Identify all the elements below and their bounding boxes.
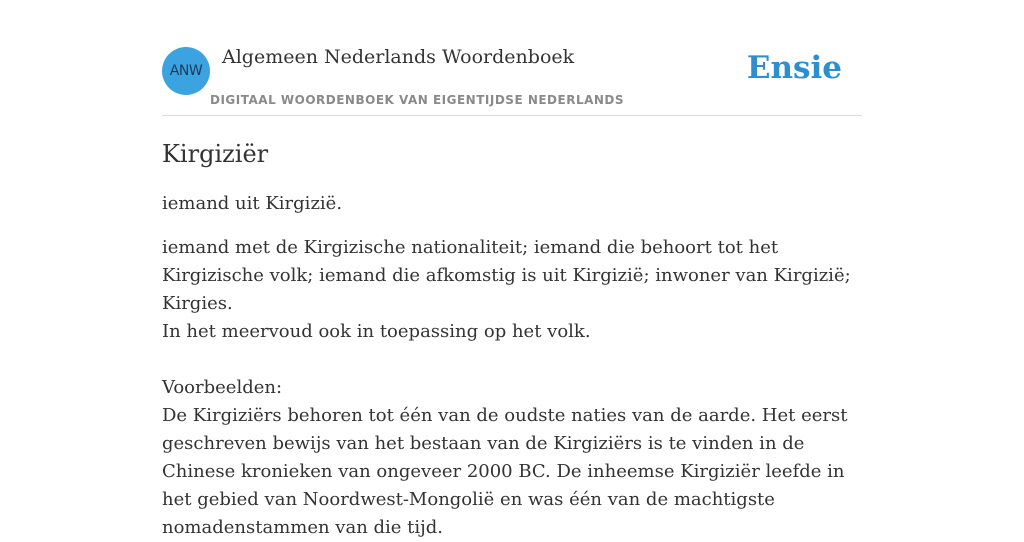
short-definition: iemand uit Kirgizië.	[162, 193, 343, 214]
examples-label: Voorbeelden:	[162, 377, 283, 398]
full-definition	[162, 234, 862, 542]
example-text: De Kirgiziërs behoren tot één van de oudste naties van de aarde. Het eerst geschreven bewijs van het bestaan van de Kirgiziërs is te vinden in de Chinese kronieken van ongeveer 2000 BC. De inheemse Kirgiziër leefde in het gebied van Noordwest-Mongolië en was één van de machtigste nomadenstammen van die tijd.	[162, 405, 848, 538]
site-header	[162, 0, 862, 116]
entry-content	[162, 138, 862, 542]
paragraph-spacer	[162, 346, 862, 374]
definition-text: iemand met de Kirgizische nationaliteit; iemand die behoort tot het Kirgizische volk; iemand die afkomstig is uit Kirgizië; inwoner van Kirgizië; Kirgies.	[162, 237, 851, 314]
plural-note: In het meervoud ook in toepassing op het volk.	[162, 321, 591, 342]
entry-headword: Kirgiziër	[162, 140, 269, 168]
ensie-brand-logo[interactable]: Ensie	[746, 50, 842, 86]
anw-logo[interactable]: ANW	[162, 47, 210, 95]
site-title[interactable]: Algemeen Nederlands Woordenboek	[222, 46, 575, 68]
site-subtitle: DIGITAAL WOORDENBOEK VAN EIGENTIJDSE NEDERLANDS	[210, 93, 625, 107]
